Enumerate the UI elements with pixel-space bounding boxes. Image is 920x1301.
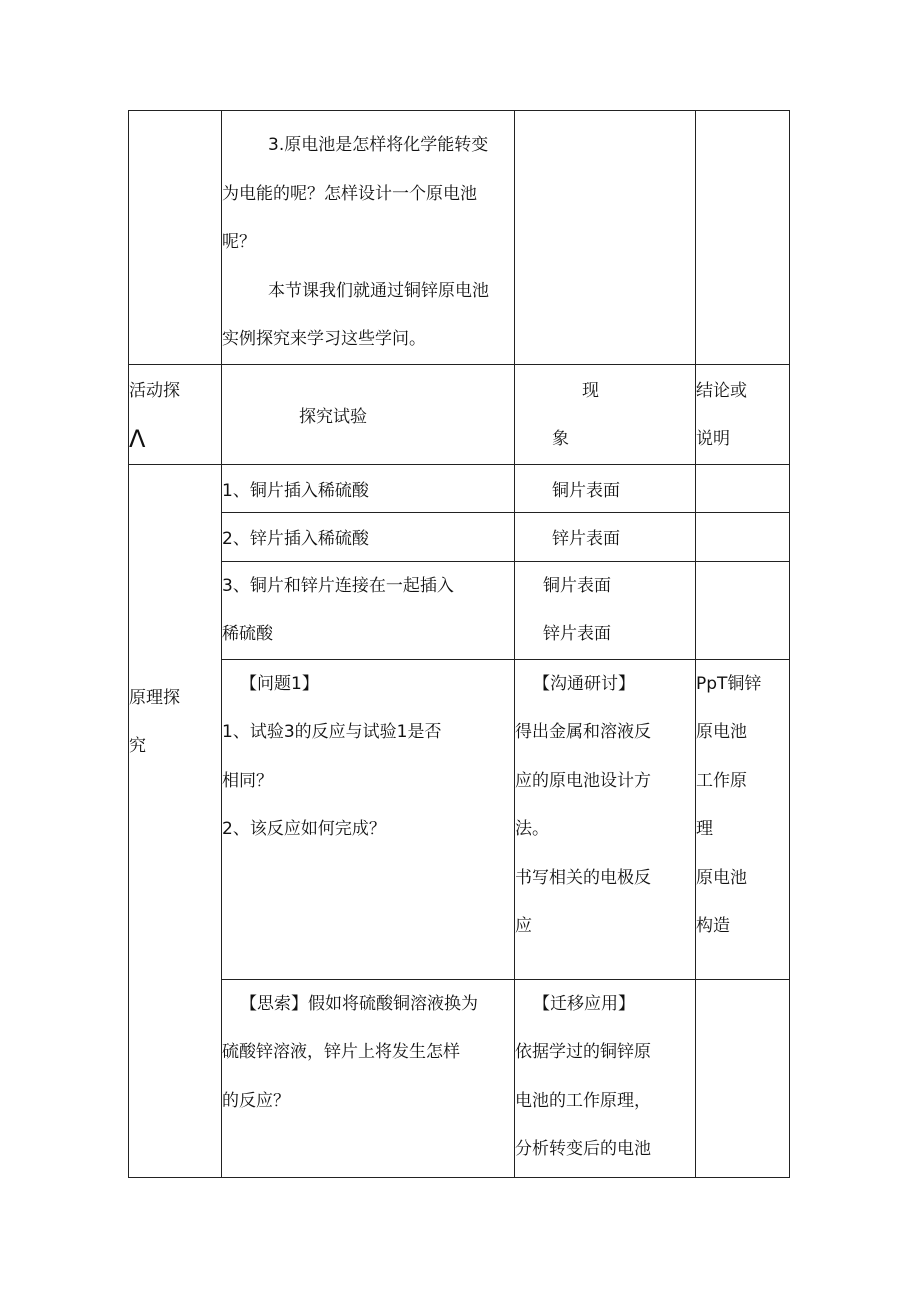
experiment-3-observation-line-2: 锌片表面 [543,624,611,644]
header-conclusion-line-1: 结论或 [696,380,747,401]
experiment-3-conclusion [696,561,790,659]
experiment-2-observation [515,512,696,561]
discussion-line-4: 法。 [515,819,549,839]
header-activity-cell [129,364,222,464]
header-conclusion-line-2: 说明 [696,429,730,449]
section-label-line-2: 究 [129,736,146,756]
transfer-line-3: 电池的工作原理， [515,1090,651,1111]
experiment-1-observation-text: 铜片表面 [552,480,620,501]
conclusion-line-1: PpT铜锌 [696,673,762,694]
discussion-line-2: 得出金属和溶液反 [515,722,651,742]
question-cell [222,659,515,979]
section-label-line-1: 原理探 [129,687,180,708]
header-conclusion-cell [696,364,790,464]
header-experiment-label: 探究试验 [299,406,367,427]
experiment-3-text-cell [222,561,515,659]
conclusion-line-6: 构造 [696,916,730,936]
discussion-line-5: 书写相关的电极反 [515,867,651,888]
conclusion-line-2: 原电池 [696,722,747,742]
question-line-2: 1、试验3的反应与试验1是否 [222,722,442,742]
header-phenomenon-cell [515,364,696,464]
transfer-line-1: 【迁移应用】 [533,993,635,1014]
experiment-1-text: 1、铜片插入稀硫酸 [222,464,515,512]
discussion-line-1: 【沟通研讨】 [533,673,635,694]
section-label-cell [129,464,222,1177]
conclusion-line-4: 理 [696,819,713,839]
header-experiment-cell [222,364,515,464]
header-phenomenon-line-1: 现 [582,380,599,401]
discussion-line-3: 应的原电池设计方 [515,770,651,791]
discussion-line-6: 应 [515,916,532,936]
experiment-2-observation-text: 锌片表面 [552,529,620,549]
experiment-1-conclusion [696,464,790,512]
experiment-1-observation [515,464,696,512]
conclusion-line-5: 原电池 [696,867,747,888]
question-line-3: 相同？ [222,770,273,791]
header-activity-line-2: Λ [129,425,146,453]
experiment-3-text-line-1: 3、铜片和锌片连接在一起插入 [222,575,454,596]
intro-line-1: 3.原电池是怎样将化学能转变 [268,135,489,155]
think-line-1: 【思索】假如将硫酸铜溶液换为 [240,993,478,1014]
think-conclusion-cell [696,979,790,1177]
think-cell [222,979,515,1177]
header-row [129,364,790,464]
intro-line-2: 为电能的呢？怎样设计一个原电池 [222,183,477,204]
experiment-2-conclusion [696,512,790,561]
experiment-2-text: 2、锌片插入稀硫酸 [222,512,515,561]
intro-label-cell [129,111,222,365]
think-row [129,979,790,1177]
experiment-3-text-line-2: 稀硫酸 [222,624,273,644]
discussion-cell [515,659,696,979]
header-phenomenon-line-2: 象 [552,429,569,449]
question-line-4: 2、该反应如何完成？ [222,819,386,839]
think-line-2: 硫酸锌溶液，锌片上将发生怎样 [222,1042,460,1062]
question-row [129,659,790,979]
transfer-line-2: 依据学过的铜锌原 [515,1042,651,1062]
header-activity-line-1: 活动探 [129,380,180,401]
question-line-1: 【问题1】 [240,673,319,694]
experiment-3-observation-line-1: 铜片表面 [543,575,611,596]
intro-line-3: 呢？ [222,232,256,252]
experiment-row-2 [129,512,790,561]
intro-obs-cell [515,111,696,365]
intro-line-5: 实例探究来学习这些学问。 [222,329,426,349]
intro-text-cell [222,111,515,365]
intro-line-4: 本节课我们就通过铜锌原电池 [268,280,489,301]
intro-conclusion-cell [696,111,790,365]
experiment-row-3 [129,561,790,659]
conclusion-line-3: 工作原 [696,770,747,791]
experiment-row-1 [129,464,790,512]
transfer-line-4: 分析转变后的电池 [515,1139,651,1159]
lesson-table [128,110,790,1178]
transfer-cell [515,979,696,1177]
conclusion-cell [696,659,790,979]
intro-row [129,111,790,365]
experiment-3-observation-cell [515,561,696,659]
think-line-3: 的反应？ [222,1090,290,1111]
